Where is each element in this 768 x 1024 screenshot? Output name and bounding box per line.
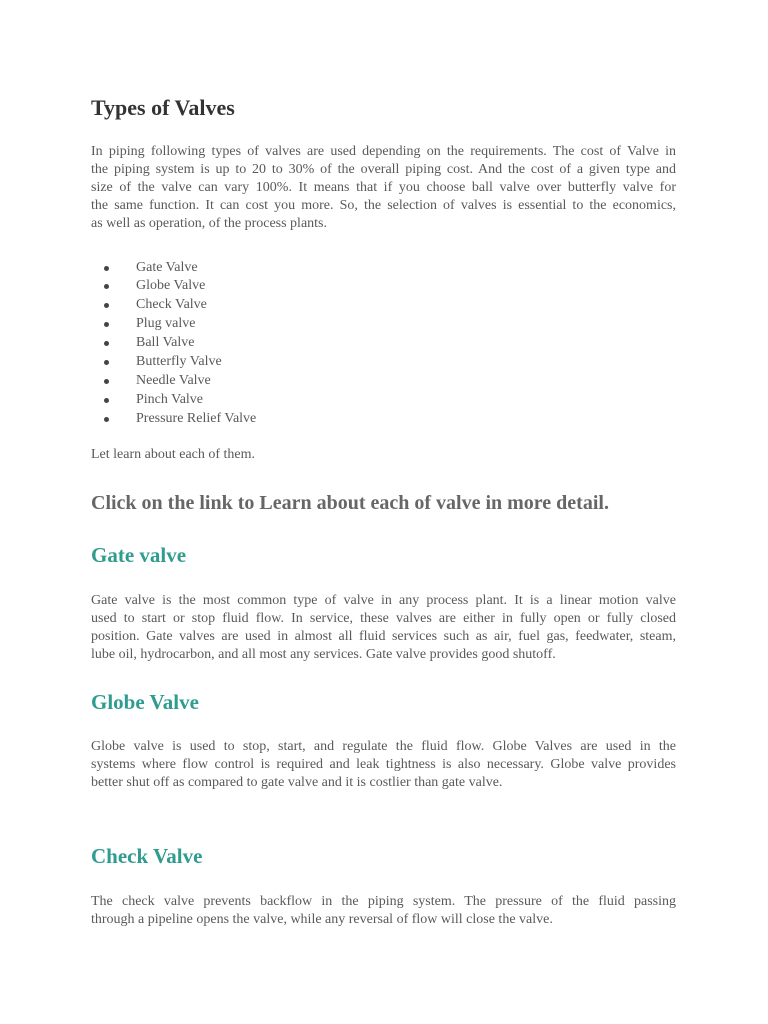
- bullet-marker: [104, 303, 109, 308]
- bullet-marker: [104, 398, 109, 403]
- paragraph-line: as well as operation, of the process plants.: [91, 216, 327, 231]
- bullet-marker: [104, 379, 109, 384]
- valve-list-label: Globe Valve: [136, 278, 206, 294]
- bullet-marker: [104, 322, 109, 327]
- paragraph-line: used to start or stop fluid flow. In service, these valves are either in fully open or fully closed: [91, 611, 676, 626]
- document-title: Types of Valves: [91, 95, 235, 120]
- globe-valve-heading-link[interactable]: Globe Valve: [91, 690, 199, 714]
- lead-in-text: Let learn about each of them.: [91, 447, 256, 462]
- bullet-marker: [104, 284, 109, 289]
- valve-list-item: [104, 372, 504, 391]
- link-prompt-heading: Click on the link to Learn about each of valve in more detail.: [91, 492, 609, 514]
- gate-valve-heading-link[interactable]: Gate valve: [91, 543, 187, 567]
- check-valve-heading-link[interactable]: Check Valve: [91, 844, 203, 868]
- paragraph-line: Globe valve is used to stop, start, and regulate the fluid flow. Globe Valves are used in the: [91, 739, 676, 754]
- valve-list-item: [104, 353, 504, 372]
- bullet-marker: [104, 341, 109, 346]
- valve-list-item: [104, 410, 504, 429]
- bullet-marker: [104, 360, 109, 365]
- valve-list-label: Gate Valve: [136, 259, 198, 275]
- check-valve-paragraph: [91, 893, 676, 929]
- valve-list-label: Pressure Relief Valve: [136, 410, 257, 426]
- valve-list-item: [104, 334, 504, 353]
- valve-list-item: [104, 259, 504, 278]
- paragraph-line: The check valve prevents backflow in the piping system. The pressure of the fluid passing: [91, 894, 676, 909]
- valve-list-label: Plug valve: [136, 316, 196, 332]
- valve-list-label: Check Valve: [136, 297, 207, 313]
- valve-list-label: Butterfly Valve: [136, 353, 222, 369]
- paragraph-line: Gate valve is the most common type of valve in any process plant. It is a linear motion valve: [91, 593, 676, 608]
- valve-list: [104, 259, 504, 429]
- paragraph-line: better shut off as compared to gate valve and it is costlier than gate valve.: [91, 775, 503, 790]
- valve-list-label: Pinch Valve: [136, 391, 204, 407]
- paragraph-line: systems where flow control is required and leak tightness is also necessary. Globe valve provides: [91, 757, 676, 772]
- paragraph-line: lube oil, hydrocarbon, and all most any services. Gate valve provides good shutoff.: [91, 647, 556, 662]
- paragraph-line: In piping following types of valves are used depending on the requirements. The cost of Valve in: [91, 144, 676, 159]
- intro-paragraph: [91, 143, 676, 233]
- paragraph-line: position. Gate valves are used in almost all fluid services such as air, fuel gas, feedwater, steam,: [91, 629, 676, 644]
- valve-list-item: [104, 315, 504, 334]
- globe-valve-paragraph: [91, 738, 676, 792]
- gate-valve-paragraph: [91, 592, 676, 664]
- paragraph-line: the piping system is up to 20 to 30% of the overall piping cost. And the cost of a given type and: [91, 162, 676, 177]
- valve-list-item: [104, 296, 504, 315]
- valve-list-item: [104, 391, 504, 410]
- paragraph-line: the same function. It can cost you more. So, the selection of valves is essential to the economics,: [91, 198, 676, 213]
- bullet-marker: [104, 266, 109, 271]
- paragraph-line: size of the valve can vary 100%. It means that if you choose ball valve over butterfly valve for: [91, 180, 676, 195]
- valve-list-label: Needle Valve: [136, 372, 211, 388]
- valve-list-label: Ball Valve: [136, 335, 195, 350]
- bullet-marker: [104, 417, 109, 422]
- paragraph-line: through a pipeline opens the valve, while any reversal of flow will close the valve.: [91, 912, 553, 927]
- valve-list-item: [104, 277, 504, 296]
